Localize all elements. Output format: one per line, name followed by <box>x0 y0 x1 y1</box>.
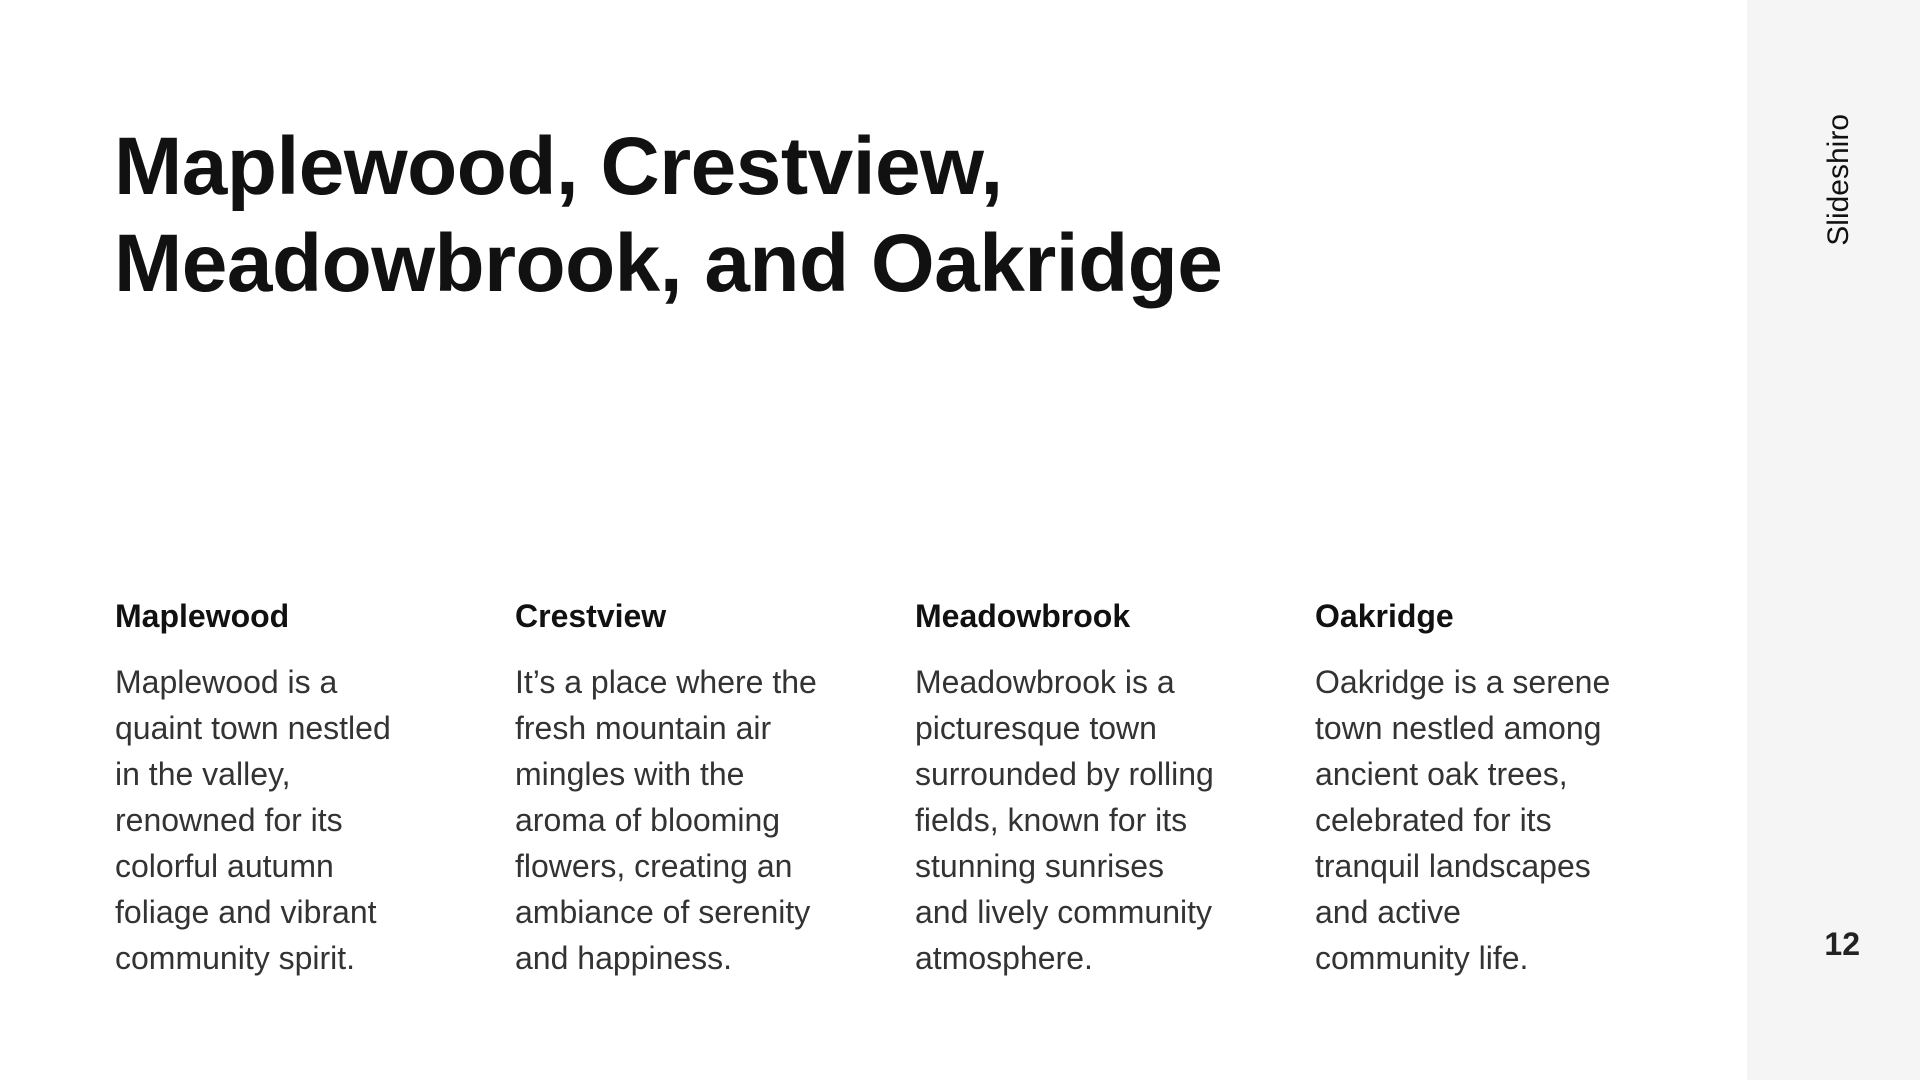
column-body: Maplewood is a quaint town nestled in the valley, renowned for its colorful autumn foliage and vibrant community spirit. <box>115 664 391 976</box>
column-body: Meadowbrook is a picturesque town surrounded by rolling fields, known for its stunning sunrises and lively community atmosphere. <box>915 664 1214 976</box>
town-columns <box>115 596 1715 996</box>
column-oakridge <box>1315 596 1655 981</box>
column-crestview <box>515 596 855 981</box>
slide-title-line-2: Meadowbrook, and Oakridge <box>114 218 1223 309</box>
column-heading: Oakridge <box>1315 598 1454 634</box>
slide-title-line-1: Maplewood, Crestview, <box>114 121 1003 212</box>
page-number: 12 <box>1824 926 1860 962</box>
slide-title <box>114 118 1414 312</box>
column-body: It’s a place where the fresh mountain air mingles with the aroma of blooming flowers, creating an ambiance of serenity and happiness. <box>515 664 817 976</box>
column-body: Oakridge is a serene town nestled among ancient oak trees, celebrated for its tranquil landscapes and active community life. <box>1315 664 1611 976</box>
column-maplewood <box>115 596 455 981</box>
column-meadowbrook <box>915 596 1255 981</box>
brand-name: Slideshiro <box>1822 114 1855 246</box>
column-heading: Maplewood <box>115 598 290 634</box>
column-heading: Meadowbrook <box>915 598 1131 634</box>
brand-logo <box>1807 114 1859 264</box>
column-heading: Crestview <box>515 598 667 634</box>
